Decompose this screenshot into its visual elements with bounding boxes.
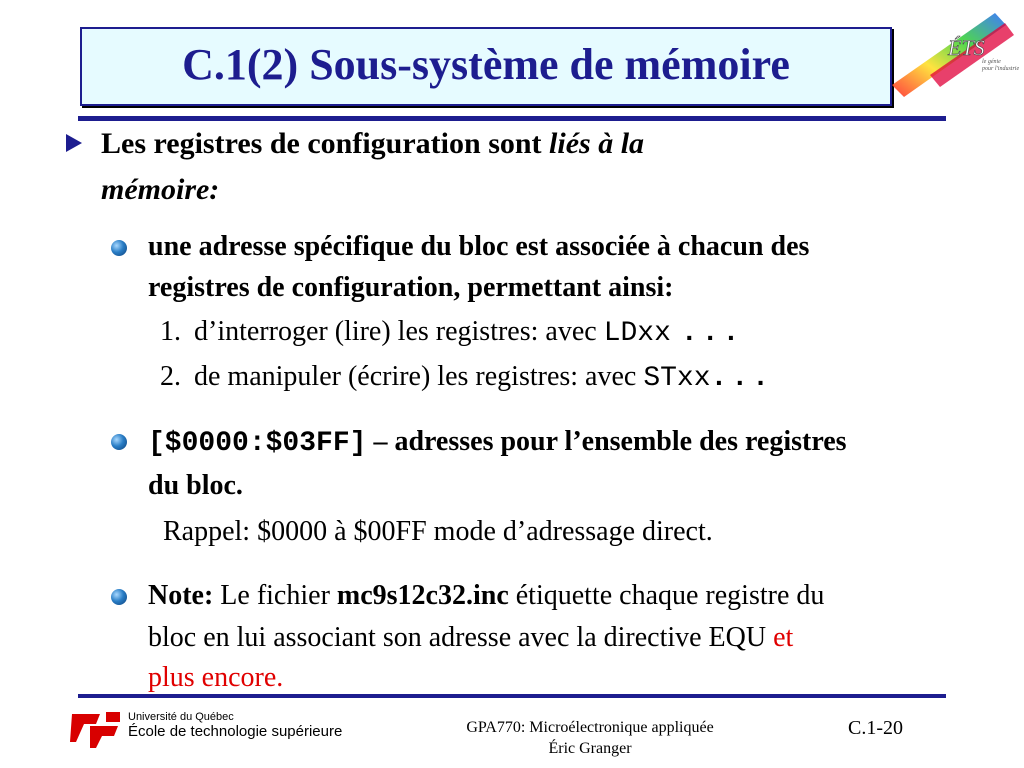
sub2-note: Rappel: $0000 à $00FF mode d’adressage direct. (163, 516, 713, 547)
address-range-code: [$0000:$03FF] (148, 428, 367, 459)
title-divider (78, 116, 946, 121)
title-box (80, 27, 892, 106)
sub2-line1 (148, 422, 847, 464)
sub3-line1 (148, 576, 824, 616)
footer-divider (78, 694, 946, 698)
sub1-line1: une adresse spécifique du bloc est associée à chacun des (148, 231, 810, 262)
footer-course (400, 717, 780, 759)
note-text: Le fichier (213, 580, 337, 611)
note-text-3: bloc en lui associant son adresse avec la directive EQU (148, 622, 774, 653)
item-code-ellipsis: ... (680, 318, 744, 349)
page-number: C.1-20 (848, 717, 903, 739)
item-text: d’interroger (lire) les registres: avec (194, 316, 604, 347)
triangle-bullet-icon (66, 134, 82, 152)
footer-course-title: GPA770: Microélectronique appliquée (466, 719, 714, 736)
footer-author: Éric Granger (548, 740, 632, 757)
sub1-line2: registres de configuration, permettant ainsi: (148, 272, 674, 303)
sub3-line2 (148, 618, 793, 658)
main-bullet-italic-2: mémoire: (101, 173, 220, 206)
include-file-name: mc9s12c32.inc (336, 580, 509, 611)
ball-bullet-icon (111, 589, 127, 605)
item-code: STxx (643, 363, 711, 394)
sub2-text: – adresses pour l’ensemble des registres (366, 426, 847, 457)
ball-bullet-icon (111, 434, 127, 450)
ets-logo-letters: ÉTS (948, 35, 985, 60)
note-red-text-2: plus encore. (148, 662, 284, 693)
footer-university: Université du Québec (128, 711, 234, 723)
item-text: de manipuler (écrire) les registres: avec (194, 361, 644, 392)
item-code: LDxx (603, 318, 671, 349)
main-bullet-text: Les registres de configuration sont (101, 127, 550, 160)
note-red-text-1: et (773, 622, 794, 653)
svg-text:pour l'industrie: pour l'industrie (982, 66, 1020, 72)
sub2-line2: du bloc. (148, 470, 243, 501)
ball-bullet-icon (111, 240, 127, 256)
item-code-ellipsis: ... (710, 363, 773, 394)
main-bullet-line1 (101, 124, 644, 164)
footer-school: École de technologie supérieure (128, 723, 343, 740)
uq-logo-icon (70, 708, 122, 748)
note-label: Note: (148, 580, 214, 611)
main-bullet-italic-1: liés à la (549, 127, 645, 160)
svg-text:le génie: le génie (982, 59, 1001, 65)
sub1-item-2 (160, 357, 773, 399)
item-number: 1. (160, 316, 181, 347)
note-text-2: étiquette chaque registre du (508, 580, 825, 611)
slide-title: C.1(2) Sous-système de mémoire (182, 40, 790, 89)
ets-logo (890, 5, 1020, 105)
sub1-item-1 (160, 312, 743, 354)
item-number: 2. (160, 361, 181, 392)
